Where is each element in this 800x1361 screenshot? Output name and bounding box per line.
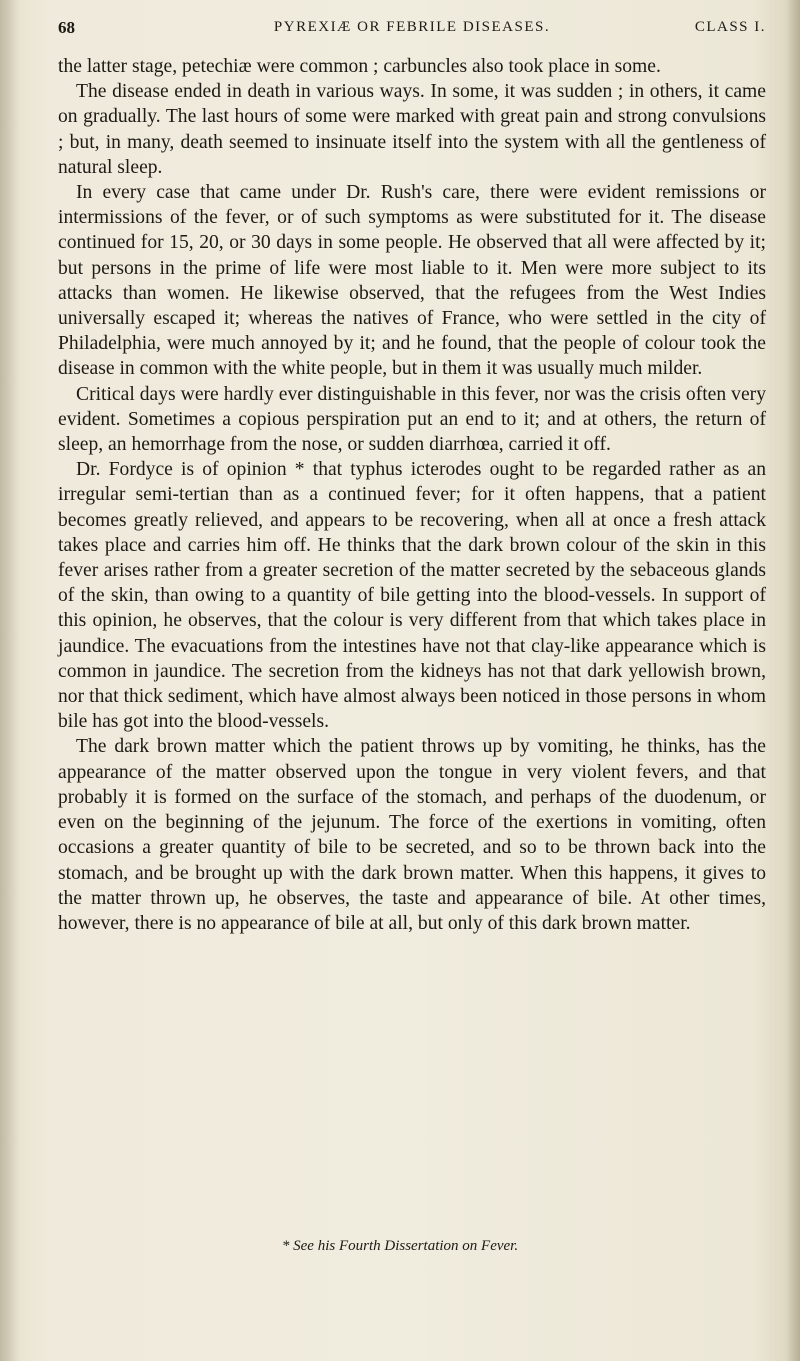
paragraph: In every case that came under Dr. Rush's care, there were evident remissions or intermissions of the fever, or of such symptoms as were substituted for it. The disease continued for 15, 20, or 30 days in some people. He observed that all were affected by it; but persons in the prime of life were most liable to it. Men were more subject to its attacks than women. He likewise observed, that the refugees from the West Indies universally escaped it; whereas the natives of France, who were settled in the city of Philadelphia, were much annoyed by it; and he found, that the people of colour took the disease in common with the white people, but in them it was usually much milder. bbox=[58, 182, 766, 380]
paragraph: Dr. Fordyce is of opinion * that typhus icterodes ought to be regarded rather as an irregular semi-tertian than as a continued fever; for it often happens, that a patient becomes greatly relieved, and appears to be recovering, when all at once a fresh attack takes place and carries him off. He thinks that the dark brown colour of the skin in this fever arises rather from a greater secretion of the matter secreted by the sebaceous glands of the skin, than owing to a quantity of bile getting into the blood-vessels. In support of this opinion, he observes, that the colour is very different from that which takes place in jaundice. The evacuations from the intestines have not that clay-like appearance which is common in jaundice. The secretion from the kidneys has not that dark yellowish brown, nor that thick sediment, which have almost always been noticed in those persons in whom bile has got into the blood-vessels. bbox=[58, 459, 766, 733]
spine-shadow bbox=[0, 0, 20, 1361]
running-title: PYREXIÆ OR FEBRILE DISEASES. bbox=[273, 19, 551, 35]
class-label: CLASS I. bbox=[694, 19, 766, 35]
running-head bbox=[58, 18, 766, 40]
paragraph-continuation: the latter stage, petechiæ were common ; carbuncles also took place in some. bbox=[58, 56, 661, 77]
paragraph: The dark brown matter which the patient throws up by vomiting, he thinks, has the appearance of the matter observed upon the tongue in very violent fevers, and that probably it is formed on the surface of the stomach, and perhaps of the duodenum, or even on the beginning of the jejunum. The force of the exertions in vomiting, often occasions a greater quantity of bile to be secreted, and so to be thrown back into the stomach, and be brought up with the dark brown matter. When this happens, it gives to the matter thrown up, he observes, the taste and appearance of bile. At other times, however, there is no appearance of bile at all, but only of this dark brown matter. bbox=[58, 736, 766, 934]
body-text bbox=[58, 54, 766, 936]
paragraph: Critical days were hardly ever distinguishable in this fever, nor was the crisis often very evident. Sometimes a copious perspiration put an end to it; and at others, the return of sleep, an hemorrhage from the nose, or sudden diarrhœa, carried it off. bbox=[58, 383, 766, 456]
page-edge-shadow bbox=[786, 0, 800, 1361]
page-number: 68 bbox=[58, 18, 75, 37]
paragraph: The disease ended in death in various ways. In some, it was sudden ; in others, it came on gradually. The last hours of some were marked with great pain and strong convulsions ; but, in many, death seemed to insinuate itself into the system with all the gentleness of natural sleep. bbox=[58, 81, 766, 178]
footnote: * See his Fourth Dissertation on Fever. bbox=[281, 1238, 519, 1254]
